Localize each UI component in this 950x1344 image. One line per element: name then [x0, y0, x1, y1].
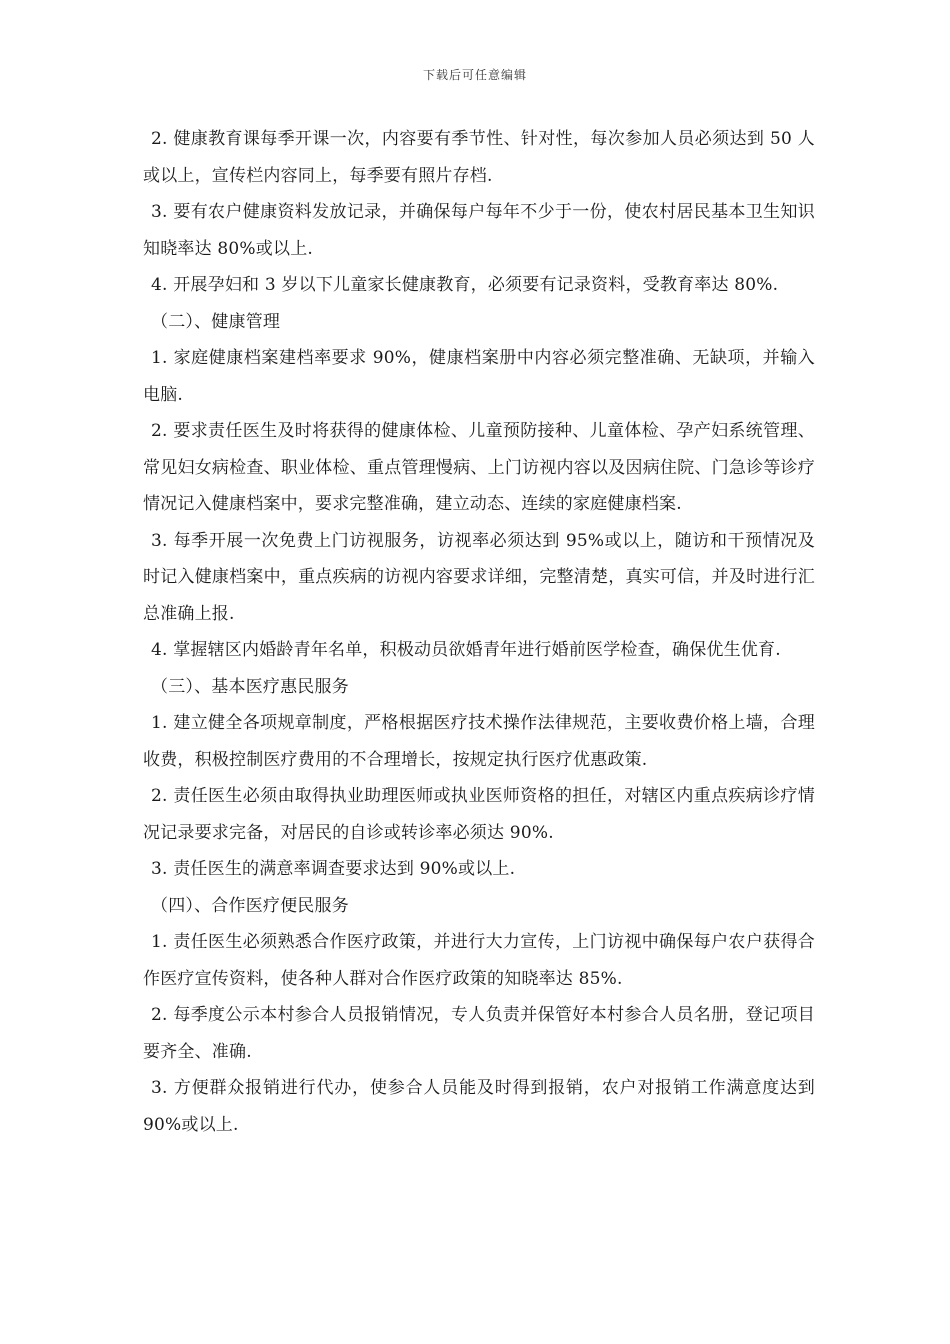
- section-heading-health-management: （二）、健康管理: [151, 311, 281, 332]
- paragraph-health-management-1: 1. 家庭健康档案建档率要求 90%，健康档案册中内容必须完整准确、无缺项，并输入电脑.: [143, 348, 815, 405]
- paragraph-health-education-4: 4. 开展孕妇和 3 岁以下儿童家长健康教育，必须要有记录资料，受教育率达 80%.: [151, 275, 779, 295]
- paragraph-health-management-2: 2. 要求责任医生及时将获得的健康体检、儿童预防接种、儿童体检、孕产妇系统管理、常见妇女病检查、职业体检、重点管理慢病、上门访视内容以及因病住院、门急诊等诊疗情况记入健康档案中，要求完整准确，建立动态、连续的家庭健康档案.: [143, 421, 815, 514]
- paragraph-health-management-4: 4. 掌握辖区内婚龄青年名单，积极动员欲婚青年进行婚前医学检查，确保优生优育.: [151, 640, 781, 660]
- paragraph-cooperative-medical-3: 3. 方便群众报销进行代办，使参合人员能及时得到报销，农户对报销工作满意度达到 90%或以上.: [143, 1078, 815, 1135]
- page-header: 下载后可任意编辑: [422, 68, 527, 82]
- paragraph-basic-medical-1: 1. 建立健全各项规章制度，严格根据医疗技术操作法律规范，主要收费价格上墙，合理收费，积极控制医疗费用的不合理增长，按规定执行医疗优惠政策.: [143, 713, 815, 770]
- paragraph-cooperative-medical-1: 1. 责任医生必须熟悉合作医疗政策，并进行大力宣传，上门访视中确保每户农户获得合作医疗宣传资料，使各种人群对合作医疗政策的知晓率达 85%.: [143, 932, 815, 989]
- document-body: [143, 121, 815, 1143]
- section-heading-cooperative-medical: （四）、合作医疗便民服务: [151, 895, 349, 916]
- paragraph-health-education-2: 2. 健康教育课每季开课一次，内容要有季节性、针对性，每次参加人员必须达到 50 人或以上，宣传栏内容同上，每季要有照片存档.: [143, 129, 815, 186]
- paragraph-health-education-3: 3. 要有农户健康资料发放记录，并确保每户每年不少于一份，使农村居民基本卫生知识知晓率达 80%或以上.: [143, 202, 815, 259]
- paragraph-health-management-3: 3. 每季开展一次免费上门访视服务，访视率必须达到 95%或以上，随访和干预情况及时记入健康档案中，重点疾病的访视内容要求详细，完整清楚，真实可信，并及时进行汇总准确上报.: [143, 530, 815, 624]
- section-heading-basic-medical: （三）、基本医疗惠民服务: [151, 676, 349, 697]
- paragraph-cooperative-medical-2: 2. 每季度公示本村参合人员报销情况，专人负责并保管好本村参合人员名册，登记项目要齐全、准确.: [143, 1005, 815, 1062]
- paragraph-basic-medical-2: 2. 责任医生必须由取得执业助理医师或执业医师资格的担任，对辖区内重点疾病诊疗情况记录要求完备，对居民的自诊或转诊率必须达 90%.: [143, 786, 815, 843]
- paragraph-basic-medical-3: 3. 责任医生的满意率调查要求达到 90%或以上.: [151, 859, 516, 879]
